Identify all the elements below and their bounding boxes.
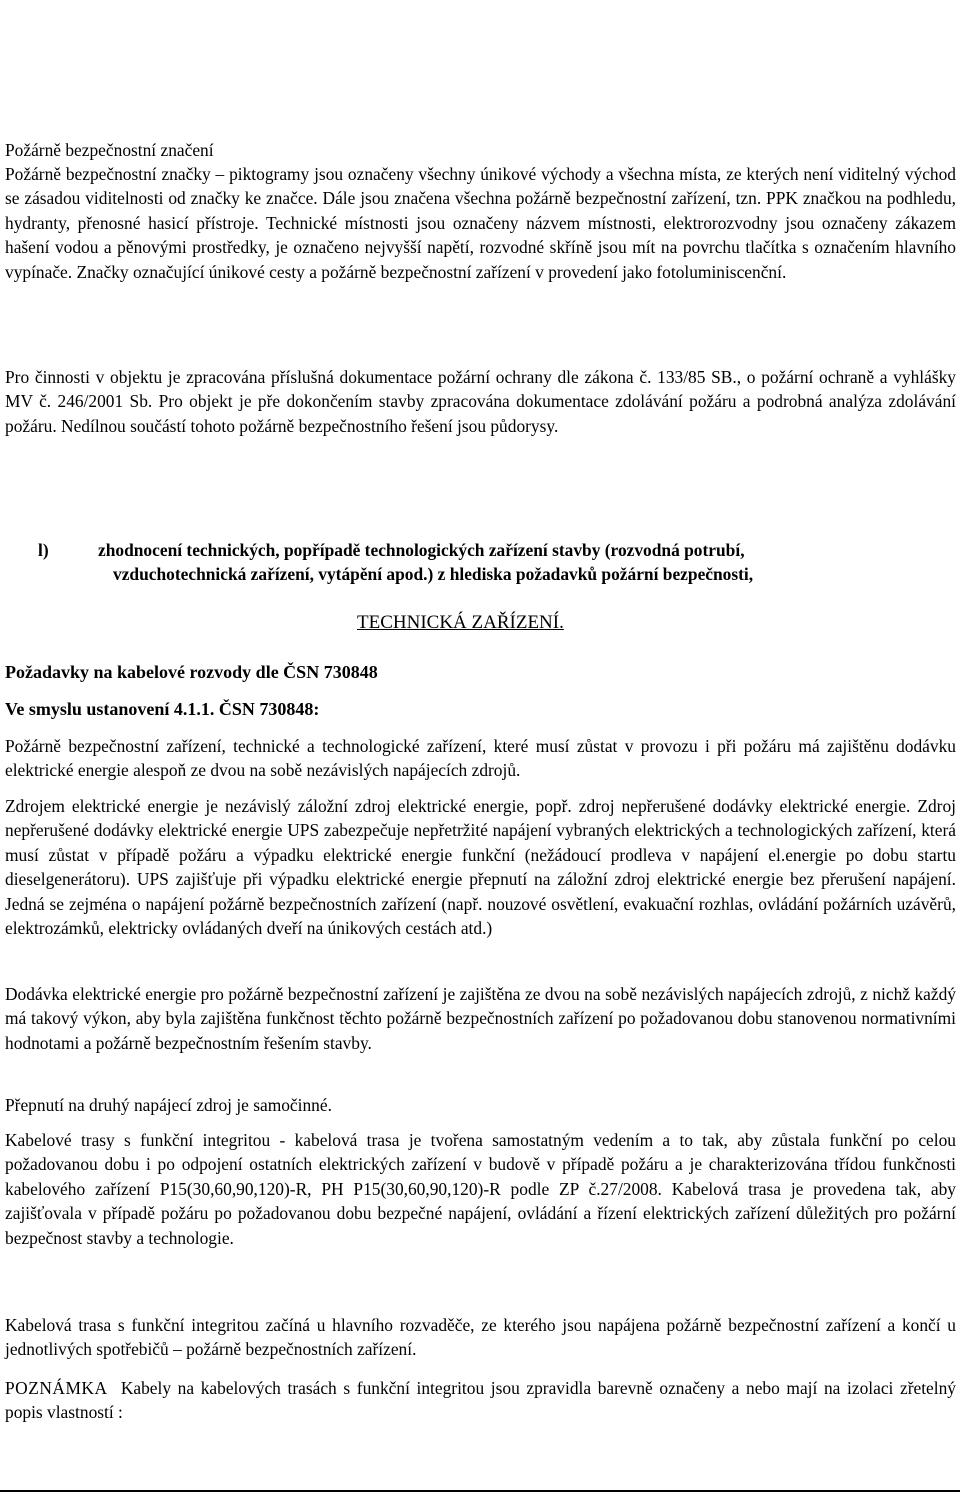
note-text: Kabely na kabelových trasách s funkční integritou jsou zpravidla barevně označeny a nebo mají na izolaci zřetelný popis vlastností : [5, 1378, 956, 1423]
paragraph-cable-route-start: Kabelová trasa s funkční integritou začíná u hlavního rozvaděče, ze kterého jsou napájena požárně bezpečnostní zařízení a končí u jednotlivých spotřebičů – požárně bezpečnostních zařízení. [5, 1315, 956, 1360]
subheading-provision: Ve smyslu ustanovení 4.1.1. ČSN 730848: [5, 699, 320, 719]
paragraph-fire-protection-documentation: Pro činnosti v objektu je zpracována příslušná dokumentace požární ochrany dle zákona č. 133/85 SB., o požární ochraně a vyhlášky MV č. 246/2001 Sb. Pro objekt je pře dokončením stavby zpracována dokumentace zdolávání požáru a podrobná analýza zdolávání požáru. Nedílnou součástí tohoto požárně bezpečnostního řešení jsou půdorysy. [5, 367, 956, 436]
paragraph-cable-routes: Kabelové trasy s funkční integritou - kabelová trasa je tvořena samostatným vedením a to tak, aby zůstala funkční po celou požadovanou dobu i po odpojení ostatních elektrických zařízení v budově v případě požáru a je charakterizována třídou funkčnosti kabelového zařízení P15(30,60,90,120)-R, PH P15(30,60,90,120)-R podle ZP č.27/2008. Kabelová trasa je provedena tak, aby zajišťovala v případě požáru po požadovanou dobu bezpečné napájení, ovládání a řízení elektrických zařízení důležitých pro požární bezpečnost stavby a technologie. [5, 1130, 956, 1248]
heading-line-1: zhodnocení technických, popřípadě technologických zařízení stavby (rozvodná potrubí, [98, 540, 745, 560]
paragraph-power-supply: Dodávka elektrické energie pro požárně bezpečnostní zařízení je zajištěna ze dvou na sobě nezávislých napájecích zdrojů, z nichž každý má takový výkon, aby byla zajištěna funkčnost těchto požárně bezpečnostních zařízení po požadovanou dobu stanovenou normativními hodnotami a požárně bezpečnostním řešením stavby. [5, 984, 956, 1053]
section-heading [98, 538, 948, 587]
note-label: POZNÁMKA [5, 1378, 108, 1398]
paragraph-fire-safety-signs: Požárně bezpečnostní značky – piktogramy jsou označeny všechny únikové východy a všechna místa, ze kterých není viditelný východ se zásadou viditelnosti od značky ke značce. Dále jsou značena všechna požárně bezpečnostní zařízení, tzn. PPK značkou na podhledu, hydranty, přenosné hasicí přístroje. Technické místnosti jsou označeny názvem místnosti, elektrorozvodny jsou označeny zákazem hašení vodou a pěnovými prostředky, je označeno nejvyšší napětí, rozvodné skříně jsou mít na povrchu tlačítka s označením hlavního vypínače. Značky označující únikové cesty a požárně bezpečnostní zařízení v provedení jako fotoluminiscenční. [5, 164, 956, 282]
heading-subtitle: TECHNICKÁ ZAŘÍZENÍ. [357, 612, 564, 633]
paragraph-power-source-ups: Zdrojem elektrické energie je nezávislý záložní zdroj elektrické energie, popř. zdroj nepřerušené dodávky elektrické energie. Zdroj nepřerušené dodávky elektrické energie UPS zabezpečuje nepřetržité napájení vybraných elektrických a technologických zařízení, která musí zůstat v případě požáru a výpadku elektrické energie funkční (nežádoucí prodleva v napájení el.energie po dobu startu dieselgenerátoru). UPS zajišťuje při výpadku elektrické energie přepnutí na záložní zdroj elektrické energie bez přerušení napájení. Jedná se zejména o napájení požárně bezpečnostních zařízení (např. nouzové osvětlení, evakuační rozhlas, ovládání požárních uzávěrů, elektrozámků, elektricky ovládaných dveří na únikových cestách atd.) [5, 796, 956, 939]
paragraph-switchover: Přepnutí na druhý napájecí zdroj je samočinné. [5, 1095, 332, 1115]
heading-line-2: vzduchotechnická zařízení, vytápění apod.) z hlediska požadavků požární bezpečnosti, [113, 564, 754, 585]
subheading-cable-requirements: Požadavky na kabelové rozvody dle ČSN 730848 [5, 662, 378, 682]
section-title: Požárně bezpečnostní značení [5, 140, 214, 160]
paragraph-note [5, 1376, 956, 1425]
heading-list-letter: l) [38, 540, 49, 560]
paragraph-pbz-power: Požárně bezpečnostní zařízení, technické a technologické zařízení, které musí zůstat v provozu i při požáru má zajištěnu dodávku elektrické energie alespoň ze dvou na sobě nezávislých napájecích zdrojů. [5, 736, 956, 781]
page-bottom-border [0, 1490, 960, 1492]
